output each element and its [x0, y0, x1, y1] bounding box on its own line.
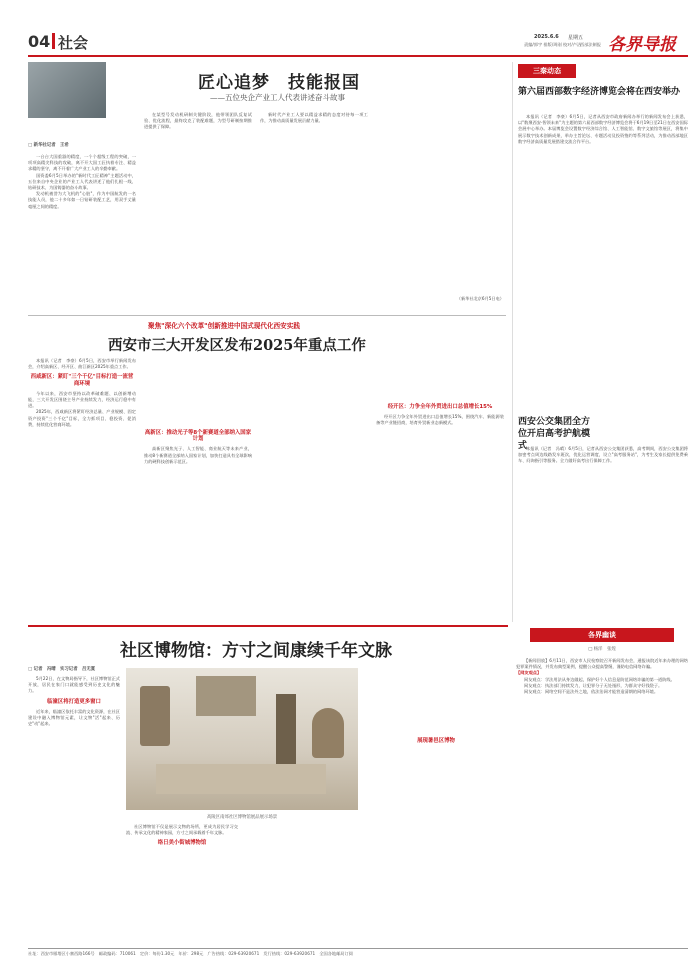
devzone-kicker: 聚焦"深化六个改革"创新推进中国式现代化西安实践: [148, 322, 300, 330]
section-name: 社会: [58, 34, 89, 52]
main-body-col4: [376, 112, 504, 302]
news1-body: 本报讯（记者 李豪）6月5日，记者从西安市政府新闻办举行的新闻发布会上获悉，以"数聚西安·智领未来"为主题的第六届西部数字经济博览会将于6月19日至21日在西安国际会展中心举办。本届博览会设置数字经济综合馆、人工智能馆、数字文旅馆等展区，将集中展示数字技术创新成果，举办主旨论坛、专题活动及投资签约等系列活动，为推动西部地区数字经济高质量发展搭建交流合作平台。: [518, 114, 688, 144]
column-body: [516, 658, 688, 940]
column-lead: 【新闻回放】6月11日，西安市人民检察院召开新闻发布会，通报该院近年来办理的网络犯罪案件情况，并发布典型案例，提醒公众提高警惕，谨防电信网络诈骗。: [516, 658, 688, 670]
main-article: [28, 62, 506, 312]
exhibit-shape: [276, 694, 296, 764]
museum-subhead-exhibit: 展现暑邑区博物: [417, 738, 455, 744]
main-paragraph: 一台台大国重器的精度，一个个超级工程的突破，一项项高精尖科技的攻破，离不开大国工匠执着专注、精益求精的坚守，离不开着广大产业工人的辛勤奉献。: [28, 154, 136, 172]
main-subtitle: ——五位央企产业工人代表讲述奋斗故事: [210, 93, 345, 102]
column-label: 【网友观点】: [516, 670, 542, 676]
museum-subhead-lintong: 临潼区将打造更多窗口: [47, 698, 101, 705]
main-body-col3: [260, 112, 368, 304]
museum-byline: □ 记者 冯晴 实习记者 吕无夏: [28, 667, 96, 672]
main-photo: [28, 62, 106, 134]
exhibit-shape: [196, 676, 256, 716]
section-marker: [52, 33, 55, 49]
museum-paragraph: 社区博物馆不仅是展示文物的场所，更成为居民学习交流、传承文化的精神家园，方寸之间承载着千年文脉。: [126, 824, 238, 836]
devzone-lead: 本报讯（记者 李豪）6月5日，西安市举行新闻发布会，介绍高新区、经开区、曲江新区2025年重点工作。: [28, 358, 136, 370]
museum-subhead-street: 络日美小街城博物馆: [157, 840, 207, 847]
page-number: 04: [28, 32, 51, 51]
main-dateline: （新华社北京6月5日电）: [456, 295, 504, 301]
devzone-col1: [28, 358, 136, 572]
exhibit-shape: [140, 686, 170, 746]
main-paragraph: 发动机被誉为大飞机的"心脏"，作为中国航发的一名技能人员，他二十多年如一日钻研装配工艺，用双手丈量毫厘之间的精度。: [28, 191, 136, 209]
column-comment: 网友观点：网络空间不是法外之地，依法治网才能营造清朗的网络环境。: [524, 689, 659, 695]
devzone-paragraph: 高新区聚焦光子、人工智能、商业航天等未来产业，推动8个新赛道全部纳入国家计划，加快打造具有全球影响力的硬科技创新示范区。: [144, 446, 252, 464]
museum-col3: [246, 824, 358, 942]
news2-title: 西安公交集团全方位开启高考护航模式: [518, 417, 591, 451]
exhibit-shape: [312, 708, 344, 758]
news2-body: 本报讯（记者 冯晴）6月5日，记者从西安公交集团获悉，高考期间，西安公交集团将加密考点周边线路发车班次，优化运营调度，设立"高考服务站"，为考生及家长提供免费乘车、问询指引等服务。全力做好高考出行保障工作。: [518, 446, 688, 464]
footer-rule: [28, 948, 688, 949]
devzone-paragraph: 经开区力争全年外贸进出口总值增长15%，围绕汽车、新能源装备等产业链招商，培育外贸新业态新模式。: [376, 414, 504, 426]
devzone-col4: [376, 358, 504, 572]
issue-date: 2025.6.6: [534, 34, 559, 40]
tag-sanqin: 三秦动态: [518, 64, 576, 78]
sidebar-divider: [512, 62, 513, 622]
museum-caption: 高陵区南郊社区博物馆展品展示场景: [206, 815, 278, 820]
devzone-paragraph: 2025年，西咸新区将紧盯经济总量、产业规模、固定资产投资"三个千亿"目标，全力抓项目、稳投资、促消费，持续优化营商环境。: [28, 409, 136, 427]
devzone-title: 西安市三大开发区发布2025年重点工作: [108, 337, 366, 354]
main-paragraph: 新时代产业工人要以精益求精的态度对待每一项工作，为推动高质量发展贡献力量。: [260, 112, 368, 124]
devzone-col2: [144, 358, 252, 572]
column-comment: 网友观点：执法部门持续发力，让犯罪分子无处遁形，为群众守好钱袋子。: [524, 682, 663, 688]
paper-name: 西部法制报: [580, 42, 601, 47]
main-title: 匠心追梦 技能报国: [198, 73, 360, 93]
main-photo-image: [28, 62, 106, 118]
exhibit-shape: [156, 764, 326, 794]
devzone-article: [28, 320, 506, 622]
brand-logo: 各界导报: [608, 35, 676, 55]
devzone-subhead-xixian: 西咸新区：紧盯"三个千亿"目标打造一流营商环境: [30, 374, 134, 387]
editors: 责编/郭宇 排版/周刚 校对/卢洁: [524, 42, 582, 47]
right-sidebar: [518, 62, 688, 622]
devzone-subhead-gaoxin: 高新区：推动光子等8个新赛道全部纳入国家计划: [144, 430, 252, 443]
column-byline: □ 杨洋 张煌: [588, 647, 616, 652]
devzone-paragraph: 今年以来，西安市坚持以改革破难题、以创新增动能，三大开发区围绕主导产业持续发力，经济运行稳中有进。: [28, 390, 136, 409]
devzone-subhead-jingkai: 经开区：力争全年外贸进出口总值增长15%: [387, 404, 493, 410]
main-paragraph: 在某型号发动机研制关键阶段，他带领团队反复试验、优化流程，最终攻克了装配难题，为型号研制按期推进提供了保障。: [144, 112, 252, 130]
main-body-col1: [28, 154, 136, 304]
column-comment: 网友观点：学法用法从身边做起，保护好个人信息是防范网络诈骗的第一道防线。: [524, 676, 675, 682]
news1-title: 第六届西部数字经济博览会将在西安举办: [518, 87, 681, 97]
museum-paragraph: 5月22日，在文物局指导下，社区博物馆正式开放，居民在家门口就能感受到历史文化的魅力。: [28, 676, 120, 694]
opinion-column: [516, 628, 688, 944]
museum-title: 社区博物馆：方寸之间康续千年文脉: [120, 641, 392, 661]
main-body-col2: [144, 112, 252, 304]
column-tag: 各界幽谈: [530, 628, 674, 642]
museum-col4: [366, 638, 506, 942]
masthead-rule: [28, 55, 688, 57]
footer-info: 社址：西安市雁塔区小寨西路166号 邮政编码：710061 定价：每份1.30元 年价：298元 广告热线：029-63920671 发行热线：029-63920671 全国各地邮局订阅: [28, 951, 353, 956]
museum-rule: [28, 625, 508, 627]
main-paragraph: 国资委6月5日举办的"新时代工匠精神"主题活动中，五位来自中央企业的产业工人代表讲述了他们扎根一线、钻研技术、为国铸器的奋斗故事。: [28, 172, 136, 191]
museum-col1: [28, 676, 120, 942]
museum-article: [28, 630, 508, 946]
museum-photo: [126, 668, 358, 810]
page-header: [28, 32, 688, 54]
museum-paragraph: 近年来，临潼区依托丰富的文化资源，在社区建设中融入博物馆元素，让文物"活"起来、历史"动"起来。: [28, 708, 120, 727]
issue-weekday: 星期五: [568, 35, 584, 41]
main-byline: □ 新华社记者 王希: [28, 143, 69, 148]
museum-col2: [126, 824, 238, 942]
devzone-col3: [260, 358, 368, 572]
section-divider: [28, 315, 506, 316]
